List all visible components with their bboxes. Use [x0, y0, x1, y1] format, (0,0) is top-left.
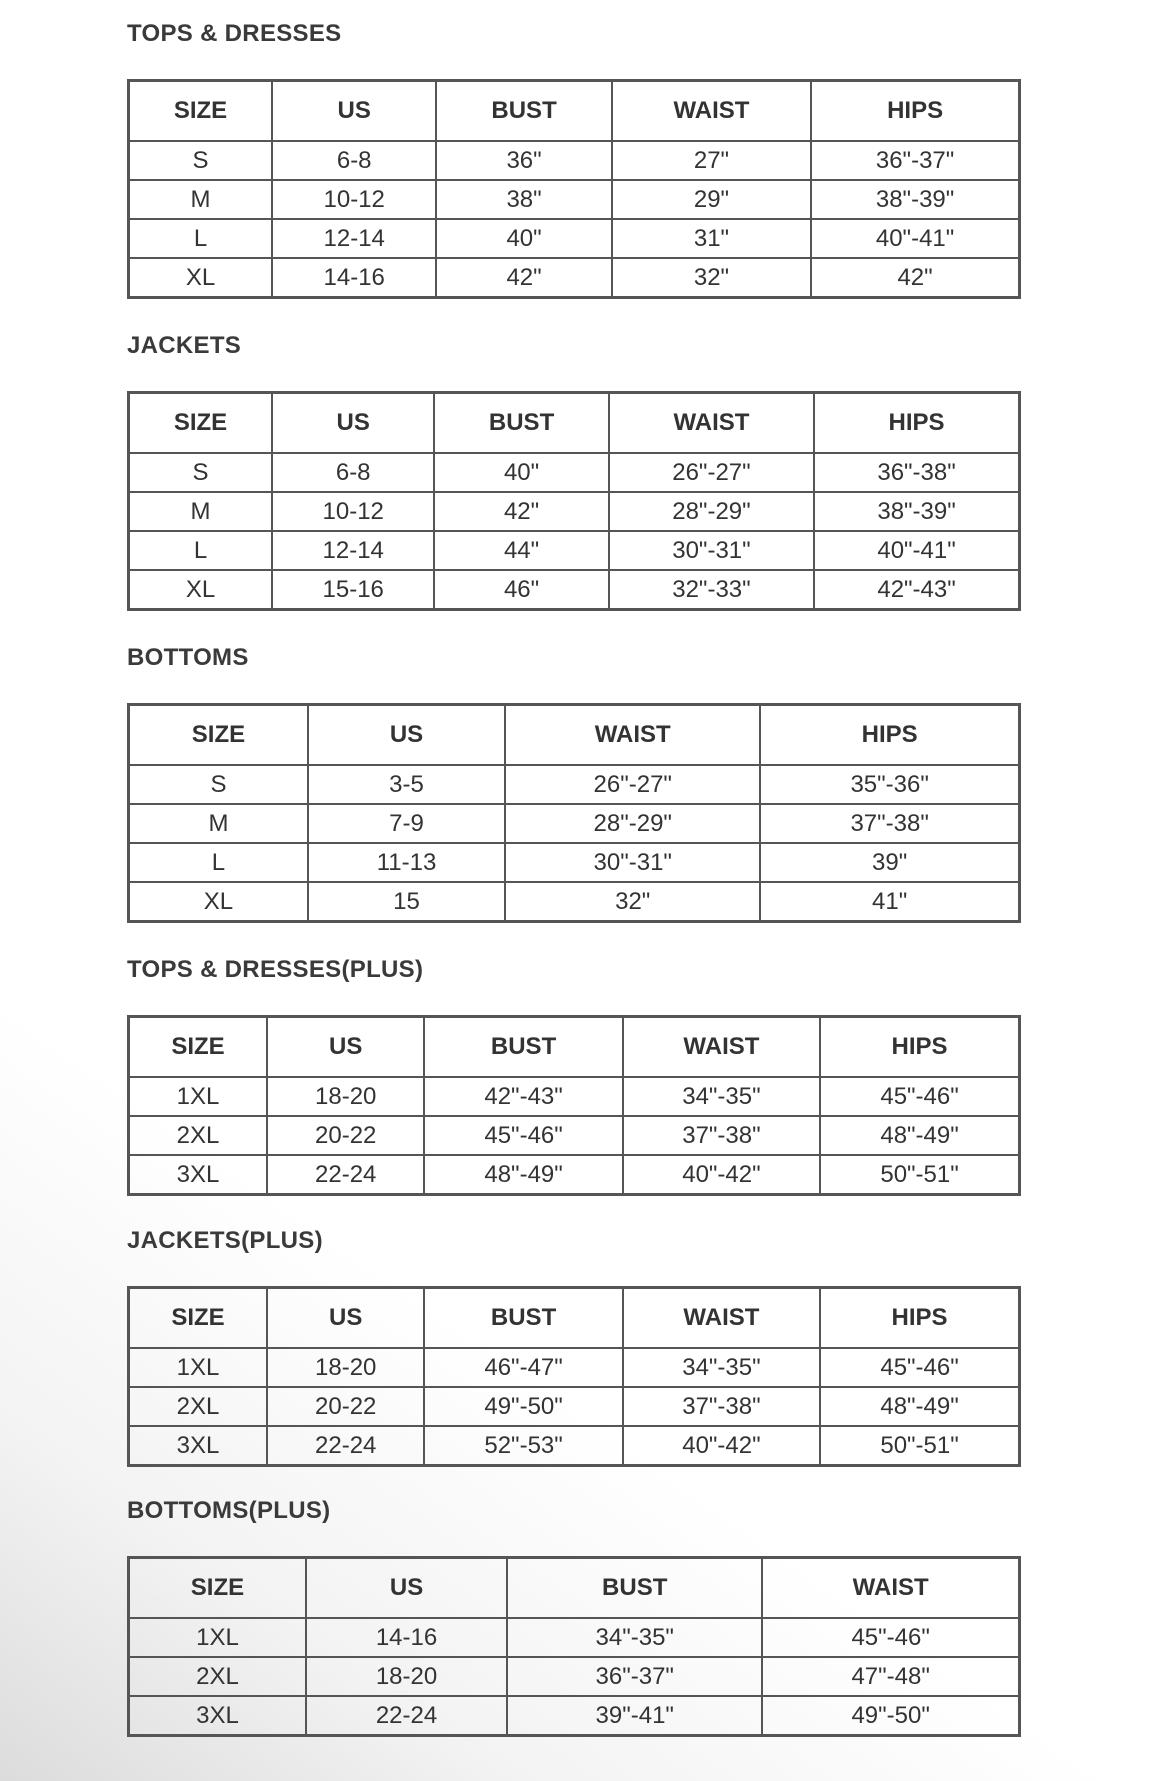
table-cell: 2XL: [129, 1657, 306, 1696]
table-cell: M: [129, 180, 273, 219]
header-cell: SIZE: [129, 1288, 268, 1349]
table-cell: 28"-29": [609, 492, 814, 531]
header-cell: SIZE: [129, 705, 308, 766]
header-cell: WAIST: [623, 1017, 820, 1078]
header-cell: US: [308, 705, 505, 766]
table-row: [129, 1387, 1020, 1426]
table-cell: 28"-29": [505, 804, 760, 843]
header-cell: WAIST: [762, 1558, 1019, 1619]
header-cell: SIZE: [129, 1558, 306, 1619]
table-cell: 20-22: [267, 1116, 424, 1155]
table-cell: 1XL: [129, 1077, 268, 1116]
table-cell: 42": [436, 258, 611, 298]
table-cell: 38"-39": [811, 180, 1019, 219]
size-table: [127, 391, 1021, 611]
header-cell: HIPS: [760, 705, 1019, 766]
table-cell: 50"-51": [820, 1155, 1019, 1195]
table-cell: 3XL: [129, 1426, 268, 1466]
header-cell: BUST: [424, 1017, 622, 1078]
table-cell: 18-20: [267, 1077, 424, 1116]
table-cell: 40"-41": [811, 219, 1019, 258]
table-cell: 48"-49": [820, 1116, 1019, 1155]
table-row: [129, 1426, 1020, 1466]
table-header-row: [129, 1288, 1020, 1349]
header-cell: US: [267, 1288, 424, 1349]
table-cell: S: [129, 765, 308, 804]
table-row: [129, 258, 1020, 298]
table-cell: 38": [436, 180, 611, 219]
table-row: [129, 219, 1020, 258]
table-cell: 40": [434, 453, 608, 492]
table-header-row: [129, 81, 1020, 142]
table-cell: 10-12: [272, 180, 436, 219]
table-row: [129, 141, 1020, 180]
table-row: [129, 843, 1020, 882]
section-title: TOPS & DRESSES(PLUS): [127, 956, 424, 983]
table-cell: 22-24: [306, 1696, 507, 1736]
table-cell: 40"-42": [623, 1426, 820, 1466]
table-row: [129, 453, 1020, 492]
table-cell: S: [129, 141, 273, 180]
table-cell: 47"-48": [762, 1657, 1019, 1696]
table-cell: XL: [129, 258, 273, 298]
table-cell: 11-13: [308, 843, 505, 882]
table-cell: 36"-37": [811, 141, 1019, 180]
header-cell: BUST: [424, 1288, 622, 1349]
table-row: [129, 1116, 1020, 1155]
table-cell: 42"-43": [814, 570, 1019, 610]
table-cell: 20-22: [267, 1387, 424, 1426]
table-cell: 49"-50": [762, 1696, 1019, 1736]
table-cell: 1XL: [129, 1348, 268, 1387]
size-table: [127, 79, 1021, 299]
table-cell: 48"-49": [820, 1387, 1019, 1426]
table-cell: 30"-31": [609, 531, 814, 570]
table-cell: 45"-46": [820, 1077, 1019, 1116]
table-cell: 18-20: [306, 1657, 507, 1696]
table-cell: 49"-50": [424, 1387, 622, 1426]
table-cell: 26"-27": [505, 765, 760, 804]
header-cell: US: [267, 1017, 424, 1078]
table-cell: 37"-38": [760, 804, 1019, 843]
header-cell: HIPS: [820, 1017, 1019, 1078]
table-cell: 42": [434, 492, 608, 531]
header-cell: WAIST: [609, 393, 814, 454]
table-header-row: [129, 1558, 1020, 1619]
table-row: [129, 1155, 1020, 1195]
section-title: BOTTOMS(PLUS): [127, 1497, 331, 1524]
section-title: BOTTOMS: [127, 644, 249, 671]
size-table: [127, 703, 1021, 923]
table-row: [129, 1618, 1020, 1657]
table-cell: 10-12: [272, 492, 434, 531]
header-cell: US: [272, 81, 436, 142]
table-cell: 22-24: [267, 1155, 424, 1195]
table-cell: 7-9: [308, 804, 505, 843]
header-cell: SIZE: [129, 81, 273, 142]
table-cell: 1XL: [129, 1618, 306, 1657]
table-row: [129, 531, 1020, 570]
table-cell: XL: [129, 882, 308, 922]
table-cell: 45"-46": [820, 1348, 1019, 1387]
section-title: JACKETS(PLUS): [127, 1227, 323, 1254]
size-table: [127, 1015, 1021, 1196]
table-header-row: [129, 393, 1020, 454]
table-cell: 3-5: [308, 765, 505, 804]
header-cell: BUST: [434, 393, 608, 454]
table-cell: 37"-38": [623, 1387, 820, 1426]
table-row: [129, 882, 1020, 922]
table-cell: 14-16: [272, 258, 436, 298]
table-cell: 46"-47": [424, 1348, 622, 1387]
table-cell: 12-14: [272, 531, 434, 570]
table-cell: L: [129, 531, 273, 570]
table-cell: 45"-46": [762, 1618, 1019, 1657]
table-cell: M: [129, 492, 273, 531]
table-cell: 36"-37": [507, 1657, 762, 1696]
table-cell: 14-16: [306, 1618, 507, 1657]
header-cell: HIPS: [811, 81, 1019, 142]
header-cell: US: [306, 1558, 507, 1619]
table-cell: 3XL: [129, 1155, 268, 1195]
table-cell: 30"-31": [505, 843, 760, 882]
table-cell: 50"-51": [820, 1426, 1019, 1466]
table-row: [129, 765, 1020, 804]
table-cell: 18-20: [267, 1348, 424, 1387]
table-cell: L: [129, 843, 308, 882]
table-cell: 15: [308, 882, 505, 922]
table-cell: 36"-38": [814, 453, 1019, 492]
table-cell: 34"-35": [507, 1618, 762, 1657]
header-cell: WAIST: [505, 705, 760, 766]
table-cell: 22-24: [267, 1426, 424, 1466]
header-cell: SIZE: [129, 1017, 268, 1078]
table-cell: 40": [436, 219, 611, 258]
table-cell: 32": [505, 882, 760, 922]
header-cell: WAIST: [612, 81, 811, 142]
table-row: [129, 1348, 1020, 1387]
table-row: [129, 492, 1020, 531]
table-cell: XL: [129, 570, 273, 610]
table-cell: 34"-35": [623, 1348, 820, 1387]
size-table: [127, 1556, 1021, 1737]
table-cell: 6-8: [272, 141, 436, 180]
table-cell: 27": [612, 141, 811, 180]
header-cell: SIZE: [129, 393, 273, 454]
table-cell: 32": [612, 258, 811, 298]
table-cell: 2XL: [129, 1116, 268, 1155]
table-cell: 46": [434, 570, 608, 610]
table-cell: 29": [612, 180, 811, 219]
table-header-row: [129, 705, 1020, 766]
table-row: [129, 180, 1020, 219]
table-cell: 36": [436, 141, 611, 180]
table-cell: 37"-38": [623, 1116, 820, 1155]
table-cell: 40"-42": [623, 1155, 820, 1195]
table-cell: 45"-46": [424, 1116, 622, 1155]
header-cell: WAIST: [623, 1288, 820, 1349]
table-row: [129, 1696, 1020, 1736]
section-title: TOPS & DRESSES: [127, 20, 342, 47]
table-row: [129, 1657, 1020, 1696]
table-header-row: [129, 1017, 1020, 1078]
table-cell: M: [129, 804, 308, 843]
table-cell: 39": [760, 843, 1019, 882]
table-cell: 42"-43": [424, 1077, 622, 1116]
table-cell: 12-14: [272, 219, 436, 258]
table-cell: 48"-49": [424, 1155, 622, 1195]
table-cell: 35"-36": [760, 765, 1019, 804]
table-cell: 44": [434, 531, 608, 570]
header-cell: BUST: [507, 1558, 762, 1619]
table-cell: 31": [612, 219, 811, 258]
size-table: [127, 1286, 1021, 1467]
table-row: [129, 570, 1020, 610]
table-cell: 15-16: [272, 570, 434, 610]
header-cell: US: [272, 393, 434, 454]
table-row: [129, 1077, 1020, 1116]
table-cell: S: [129, 453, 273, 492]
table-cell: 32"-33": [609, 570, 814, 610]
table-cell: 26"-27": [609, 453, 814, 492]
section-title: JACKETS: [127, 332, 242, 359]
table-cell: 40"-41": [814, 531, 1019, 570]
table-cell: 6-8: [272, 453, 434, 492]
table-cell: 39"-41": [507, 1696, 762, 1736]
table-cell: 41": [760, 882, 1019, 922]
table-cell: 3XL: [129, 1696, 306, 1736]
table-row: [129, 804, 1020, 843]
table-cell: 52"-53": [424, 1426, 622, 1466]
header-cell: HIPS: [814, 393, 1019, 454]
table-cell: 38"-39": [814, 492, 1019, 531]
table-cell: L: [129, 219, 273, 258]
table-cell: 42": [811, 258, 1019, 298]
table-cell: 34"-35": [623, 1077, 820, 1116]
table-cell: 2XL: [129, 1387, 268, 1426]
header-cell: HIPS: [820, 1288, 1019, 1349]
header-cell: BUST: [436, 81, 611, 142]
